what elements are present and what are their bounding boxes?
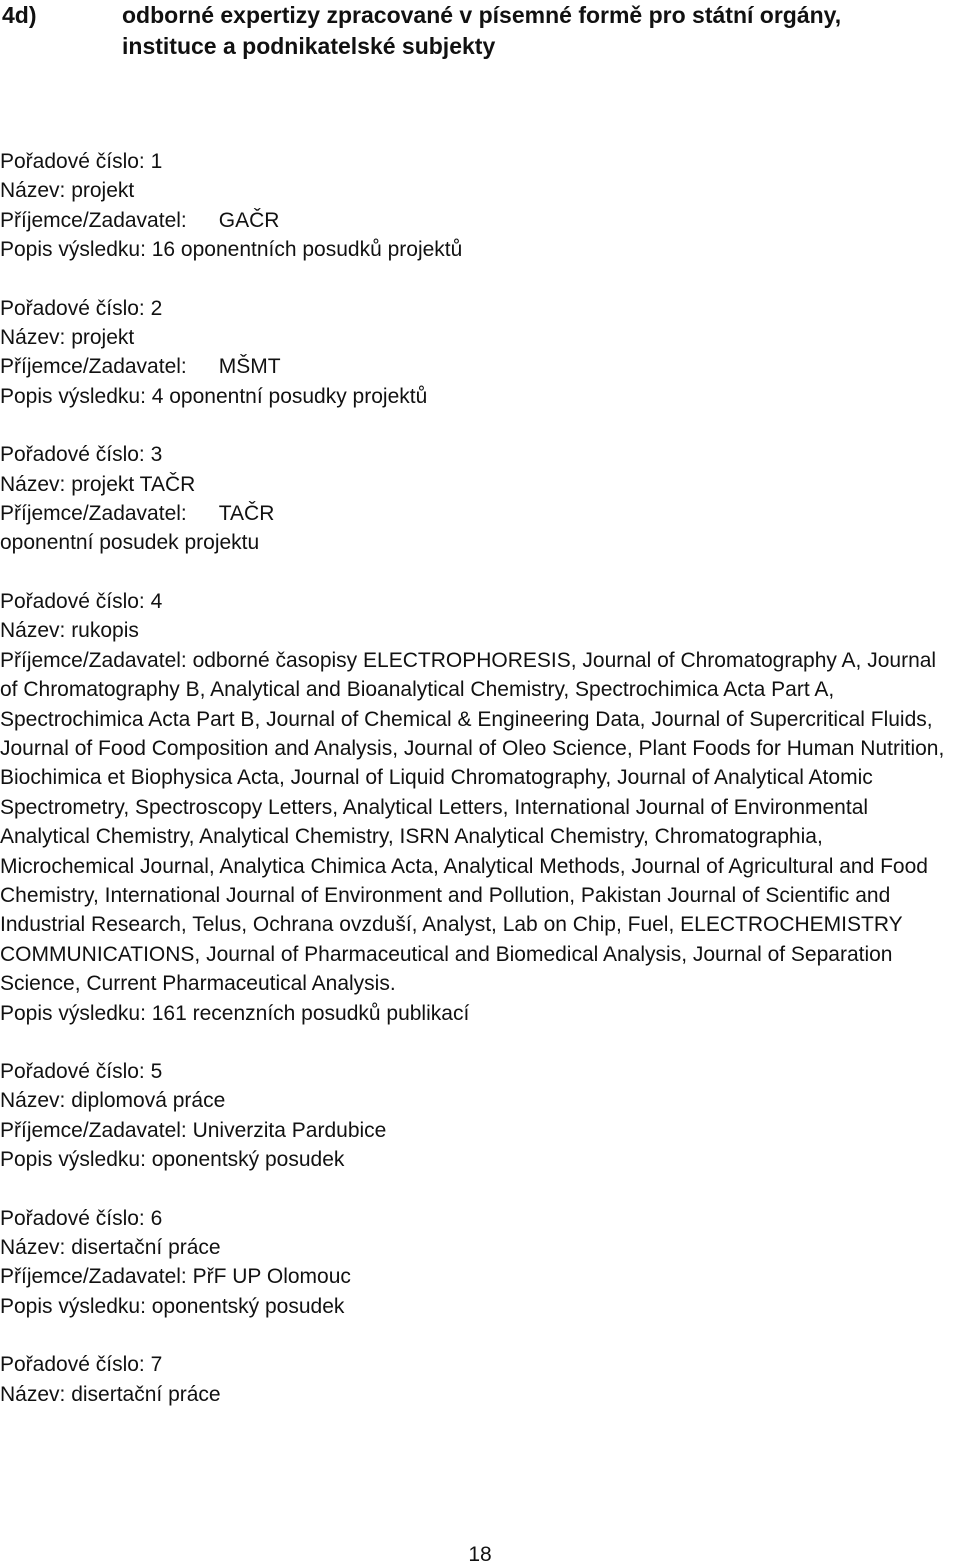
entry-5 [0, 1057, 955, 1175]
recipient-label: Příjemce/Zadavatel: [0, 355, 187, 379]
entry-result: oponentní posudek projektu [0, 531, 260, 555]
entry-name: Název: projekt [0, 179, 135, 203]
entry-order: Pořadové číslo: 1 [0, 150, 163, 173]
recipient-value: GAČR [218, 208, 280, 232]
entry-order: Pořadové číslo: 5 [0, 1059, 163, 1083]
entry-order: Pořadové číslo: 4 [0, 589, 163, 613]
entry-7 [0, 1350, 955, 1409]
entry-result: Popis výsledku: 161 recenzních posudků publikací [0, 1001, 470, 1025]
recipient-label: Příjemce/Zadavatel: [0, 502, 187, 526]
entry-recipient: Příjemce/Zadavatel: PřF UP Olomouc [0, 1265, 351, 1289]
entry-recipient [0, 352, 955, 381]
recipient-value: MŠMT [218, 355, 281, 379]
entry-name: Název: rukopis [0, 619, 139, 643]
entry-order: Pořadové číslo: 2 [0, 296, 163, 320]
entry-name: Název: disertační práce [0, 1382, 221, 1406]
entry-name: Název: projekt TAČR [0, 472, 196, 496]
entry-1 [0, 147, 955, 265]
section-title: odborné expertizy zpracované v písemné formě pro státní orgány, instituce a podnikatelské subjekty [122, 2, 842, 59]
entry-4 [0, 587, 955, 1028]
entry-result: Popis výsledku: oponentský posudek [0, 1294, 345, 1318]
entries-list [0, 147, 955, 1438]
entry-2 [0, 294, 955, 412]
entry-order: Pořadové číslo: 3 [0, 443, 163, 467]
entry-name: Název: disertační práce [0, 1236, 221, 1259]
entry-3 [0, 440, 955, 558]
entry-recipient [0, 499, 955, 528]
entry-order: Pořadové číslo: 6 [0, 1206, 163, 1230]
entry-result: Popis výsledku: oponentský posudek [0, 1148, 345, 1172]
entry-recipient: Příjemce/Zadavatel: Univerzita Pardubice [0, 1118, 387, 1142]
entry-recipient: Příjemce/Zadavatel: odborné časopisy ELECTROPHORESIS, Journal of Chromatography A, Journal of Chromatography B, Analytical and Bioanalytical Chemistry, Spectrochimica Acta Part A, Spectrochimica Acta Part B, Journal of Chemical & Engineering Data, Journal of Supercritical Fluids, Journal of Food Composition and Analysis, Journal of Oleo Science, Plant Foods for Human Nutrition, Biochimica et Biophysica Acta, Journal of Liquid Chromatography, Journal of Analytical Atomic Spectrometry, Spectroscopy Letters, Analytical Letters, International Journal of Environmental Analytical Chemistry, Analytical Chemistry, ISRN Analytical Chemistry, Chromatographia, Microchemical Journal, Analytica Chimica Acta, Analytical Methods, Journal of Agricultural and Food Chemistry, International Journal of Environment and Pollution, Pakistan Journal of Scientific and Industrial Research, Telus, Ochrana ovzduší, Analyst, Lab on Chip, Fuel, ELECTROCHEMISTRY COMMUNICATIONS, Journal of Pharmaceutical and Biomedical Analysis, Journal of Separation Science, Current Pharmaceutical Analysis. [0, 648, 945, 996]
entry-order: Pořadové číslo: 7 [0, 1353, 163, 1377]
entry-result: Popis výsledku: 4 oponentní posudky projektů [0, 384, 428, 408]
section-number: 4d) [2, 2, 37, 28]
entry-recipient [0, 206, 955, 235]
recipient-label: Příjemce/Zadavatel: [0, 208, 187, 232]
entry-6 [0, 1204, 955, 1322]
page-number: 18 [468, 1543, 492, 1566]
entry-result: Popis výsledku: 16 oponentních posudků projektů [0, 238, 463, 262]
entry-name: Název: projekt [0, 326, 135, 350]
recipient-value: TAČR [218, 502, 275, 526]
entry-name: Název: diplomová práce [0, 1089, 226, 1113]
